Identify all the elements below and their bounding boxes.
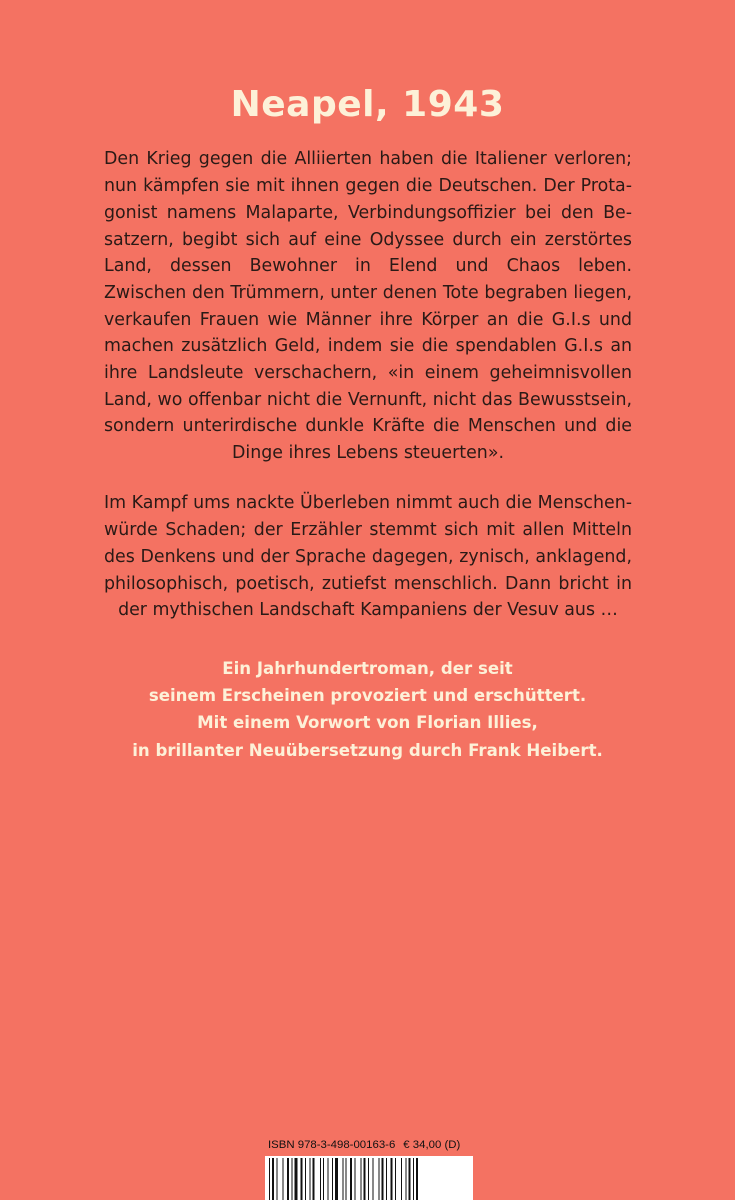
barcode-bar bbox=[364, 1158, 366, 1200]
barcode-bar bbox=[277, 1158, 278, 1200]
barcode-bar bbox=[269, 1158, 270, 1200]
barcode-bar bbox=[401, 1158, 402, 1200]
barcode-bar bbox=[382, 1158, 384, 1200]
synopsis-paragraph-2: Im Kampf ums nackte Überleben nimmt auch die Menschenwürde Schaden; der Erzähler stemmt sich mit allen Mitteln des Denkens und der Sprache dagegen, zynisch, anklagend, philosophisch, poetisch, zutiefst menschlich. Dann bricht in der mythischen Landschaft Kampaniens der Vesuv aus … bbox=[104, 493, 632, 621]
barcode-bar bbox=[379, 1158, 380, 1200]
barcode-bar bbox=[409, 1158, 411, 1200]
barcode-bar bbox=[323, 1158, 324, 1200]
barcode-bar bbox=[416, 1158, 418, 1200]
book-title: Neapel, 1943 bbox=[230, 84, 505, 126]
barcode-bar bbox=[391, 1158, 393, 1200]
barcode-bar bbox=[313, 1158, 315, 1200]
barcode-bar bbox=[368, 1158, 369, 1200]
barcode-bar bbox=[395, 1158, 396, 1200]
price-label: € 34,00 (D) bbox=[403, 1139, 461, 1151]
barcode-bar bbox=[355, 1158, 356, 1200]
blurb-line: seinem Erscheinen provoziert und erschüttert. bbox=[148, 686, 587, 706]
blurb bbox=[0, 655, 735, 764]
barcode-bar bbox=[301, 1158, 303, 1200]
barcode-bar bbox=[292, 1158, 293, 1200]
barcode-bar bbox=[386, 1158, 387, 1200]
blurb-line: Ein Jahrhundertroman, der seit bbox=[222, 659, 513, 678]
barcode-bar bbox=[406, 1158, 407, 1200]
blurb-line: Mit einem Vorwort von Florian Illies, bbox=[197, 713, 538, 733]
barcode-bar bbox=[361, 1158, 362, 1200]
isbn-number: ISBN 978-3-498-00163-6 bbox=[268, 1139, 396, 1151]
barcode-bar bbox=[328, 1158, 329, 1200]
barcode-bar bbox=[295, 1158, 298, 1200]
barcode-bar bbox=[272, 1158, 274, 1200]
barcode-bar bbox=[335, 1158, 338, 1200]
barcode-bar bbox=[283, 1158, 284, 1200]
synopsis-paragraph-1: Den Krieg gegen die Alliierten haben die Italiener verloren; nun kämpfen sie mit ihnen gegen die Deutschen. Der Protagonist namens Malaparte, Verbindungsoffizier bei den Besatzern, begibt sich auf eine Odyssee durch ein zerstörtes Land, dessen Bewohner in Elend und Chaos leben. Zwischen den Trümmern, unter denen Tote begraben liegen, verkaufen Frauen wie Männer ihre Körper an die G.I.s und machen zusätzlich Geld, indem sie die spendablen G.I.s an ihre Landsleute verschachern, «in einem geheimnisvollen Land, wo offenbar nicht die Vernunft, nicht das Bewusstsein, sondern unterirdische dunkle Kräfte die Menschen und die Dinge ihres Lebens steuerten». bbox=[104, 149, 632, 464]
barcode-graphic bbox=[265, 1156, 473, 1200]
barcode-bar bbox=[305, 1158, 306, 1200]
barcode-bar bbox=[343, 1158, 344, 1200]
barcode-icon bbox=[265, 1156, 473, 1200]
blurb-line: in brillanter Neuübersetzung durch Frank Heibert. bbox=[132, 740, 603, 760]
barcode-bar bbox=[350, 1158, 352, 1200]
barcode-bar bbox=[287, 1158, 289, 1200]
isbn-price-row bbox=[268, 1138, 472, 1153]
barcode-bar bbox=[373, 1158, 374, 1200]
barcode-bar bbox=[413, 1158, 414, 1200]
barcode-bar bbox=[310, 1158, 311, 1200]
barcode-bar bbox=[332, 1158, 333, 1200]
barcode-bar bbox=[320, 1158, 321, 1200]
barcode-bar bbox=[346, 1158, 347, 1200]
